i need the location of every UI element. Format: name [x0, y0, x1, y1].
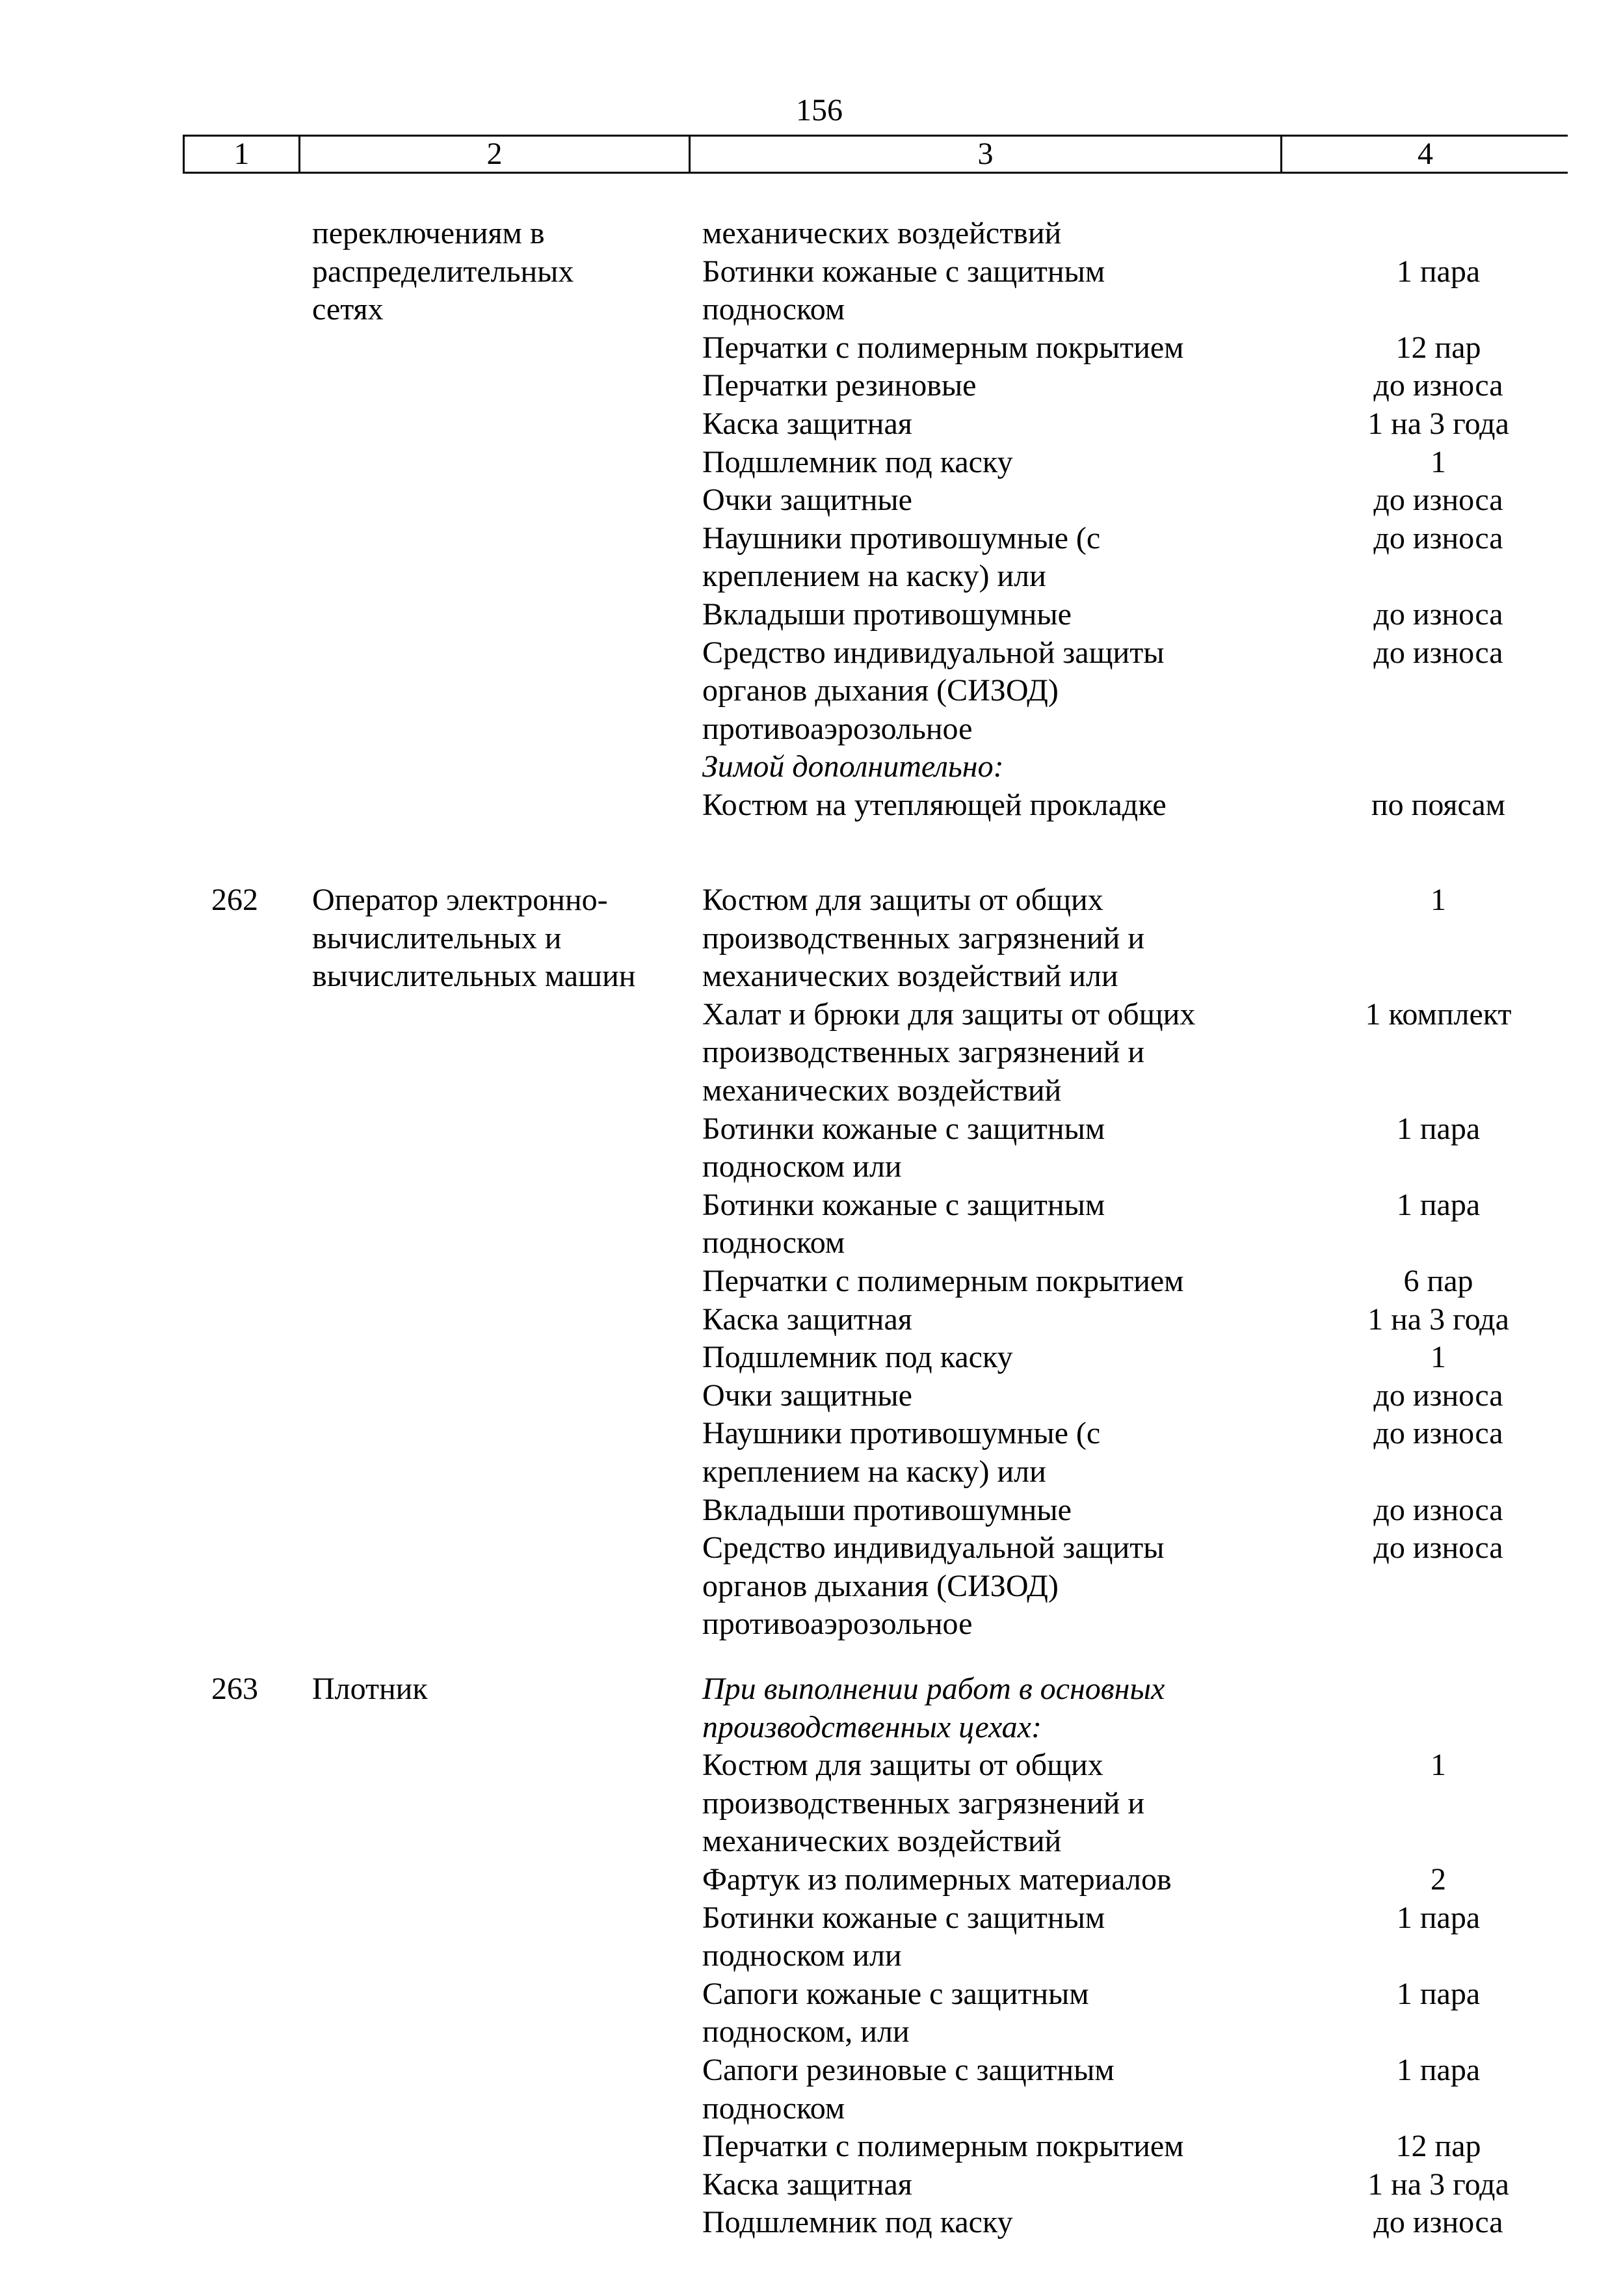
ppe-item-name: подноском: [702, 2090, 845, 2126]
ppe-issue-norm: до износа: [1373, 2205, 1503, 2240]
ppe-item-name: креплением на каску) или: [702, 559, 1046, 594]
ppe-item-name: Костюм для защиты от общих: [702, 883, 1103, 917]
ppe-issue-norm: 1 пара: [1396, 254, 1481, 289]
ppe-item-name: Средство индивидуальной защиты: [702, 1530, 1165, 1566]
item-number: 262: [211, 883, 258, 917]
ppe-item-name: подноском или: [702, 1938, 902, 1973]
ppe-item-name: Фартук из полимерных материалов: [702, 1862, 1172, 1897]
occupation-line: вычислительных машин: [312, 959, 636, 994]
ppe-item-name: Ботинки кожаные с защитным: [702, 1187, 1105, 1222]
column-header-3: 3: [691, 137, 1282, 172]
ppe-issue-norm: 1: [1431, 883, 1446, 917]
ppe-item-name: противоаэрозольное: [702, 1607, 973, 1642]
ppe-issue-norm: до износа: [1373, 1530, 1503, 1566]
ppe-issue-norm: до износа: [1373, 368, 1503, 403]
ppe-issue-norm: 1 пара: [1396, 1187, 1481, 1222]
ppe-item-name: механических воздействий: [702, 216, 1062, 250]
ppe-item-name: механических воздействий: [702, 1073, 1062, 1108]
ppe-item-name: Каска защитная: [702, 407, 912, 441]
column-header-4: 4: [1418, 137, 1433, 171]
column-header-row: [183, 135, 1568, 174]
ppe-item-name: подноском, или: [702, 2014, 910, 2049]
ppe-item-name: Вкладыши противошумные: [702, 597, 1072, 632]
ppe-item-name: Ботинки кожаные с защитным: [702, 254, 1105, 289]
ppe-item-name: органов дыхания (СИЗОД): [702, 1568, 1059, 1603]
ppe-item-name: креплением на каску) или: [702, 1454, 1046, 1489]
ppe-item-name: механических воздействий: [702, 1824, 1062, 1859]
ppe-item-name: органов дыхания (СИЗОД): [702, 673, 1059, 708]
ppe-item-name: производственных загрязнений и: [702, 1035, 1145, 1070]
occupation-line: переключениям в: [312, 216, 545, 250]
ppe-issue-norm: 1 комплект: [1365, 996, 1512, 1032]
ppe-item-name: Средство индивидуальной защиты: [702, 635, 1165, 670]
occupation-line: Плотник: [312, 1672, 428, 1706]
ppe-item-name: Очки защитные: [702, 483, 912, 518]
ppe-issue-norm: 12 пар: [1395, 330, 1481, 365]
page-number: 156: [796, 93, 843, 127]
ppe-item-name: Сапоги резиновые с защитным: [702, 2053, 1115, 2087]
section-note: производственных цехах:: [702, 1709, 1042, 1744]
ppe-item-name: Подшлемник под каску: [702, 444, 1013, 479]
column-header-2: 2: [300, 137, 691, 172]
ppe-item-name: Ботинки кожаные с защитным: [702, 1900, 1105, 1935]
ppe-item-name: Подшлемник под каску: [702, 2205, 1013, 2240]
ppe-item-name: механических воздействий или: [702, 959, 1118, 994]
ppe-issue-norm: 1: [1431, 444, 1446, 479]
ppe-issue-norm: 1: [1431, 1748, 1446, 1783]
ppe-issue-norm: 1 на 3 года: [1367, 1302, 1509, 1337]
column-header-1: 1: [185, 137, 300, 172]
ppe-item-name: Каска защитная: [702, 2167, 912, 2202]
ppe-item-name: Наушники противошумные (с: [702, 1416, 1101, 1451]
ppe-item-name: Костюм на утепляющей прокладке: [702, 788, 1167, 822]
ppe-issue-norm: 1 пара: [1396, 2053, 1481, 2087]
ppe-item-name: Перчатки резиновые: [702, 368, 977, 403]
ppe-issue-norm: 1: [1431, 1340, 1446, 1375]
ppe-issue-norm: 12 пар: [1395, 2129, 1481, 2164]
section-note: Зимой дополнительно:: [702, 749, 1004, 784]
occupation-line: вычислительных и: [312, 920, 562, 955]
ppe-item-name: Халат и брюки для защиты от общих: [702, 996, 1196, 1032]
occupation-line: Оператор электронно-: [312, 883, 608, 917]
occupation-line: распределительных: [312, 254, 574, 289]
ppe-issue-norm: 2: [1431, 1862, 1446, 1897]
ppe-issue-norm: 1 пара: [1396, 1900, 1481, 1935]
ppe-issue-norm: до износа: [1373, 1378, 1503, 1413]
ppe-item-name: Наушники противошумные (с: [702, 520, 1101, 555]
ppe-item-name: Перчатки с полимерным покрытием: [702, 330, 1184, 365]
ppe-item-name: Ботинки кожаные с защитным: [702, 1111, 1105, 1146]
ppe-issue-norm: до износа: [1373, 520, 1503, 555]
ppe-issue-norm: до износа: [1373, 483, 1503, 518]
ppe-item-name: Перчатки с полимерным покрытием: [702, 2129, 1184, 2164]
ppe-item-name: Очки защитные: [702, 1378, 912, 1413]
ppe-issue-norm: до износа: [1373, 635, 1503, 670]
ppe-issue-norm: до износа: [1373, 1492, 1503, 1527]
ppe-issue-norm: по поясам: [1371, 788, 1506, 822]
ppe-item-name: подноском или: [702, 1149, 902, 1184]
ppe-item-name: производственных загрязнений и: [702, 920, 1145, 955]
ppe-issue-norm: 1 пара: [1396, 1976, 1481, 2011]
ppe-item-name: Каска защитная: [702, 1302, 912, 1337]
ppe-item-name: Перчатки с полимерным покрытием: [702, 1264, 1184, 1298]
ppe-item-name: Костюм для защиты от общих: [702, 1748, 1103, 1783]
ppe-issue-norm: 1 на 3 года: [1367, 407, 1509, 441]
occupation-line: сетях: [312, 292, 384, 327]
ppe-item-name: подноском: [702, 292, 845, 327]
ppe-issue-norm: до износа: [1373, 1416, 1503, 1451]
section-note: При выполнении работ в основных: [702, 1672, 1165, 1706]
ppe-item-name: Сапоги кожаные с защитным: [702, 1976, 1089, 2011]
ppe-issue-norm: до износа: [1373, 597, 1503, 632]
ppe-item-name: подноском: [702, 1225, 845, 1261]
ppe-issue-norm: 1 на 3 года: [1367, 2167, 1509, 2202]
ppe-issue-norm: 6 пар: [1403, 1264, 1473, 1298]
ppe-item-name: Вкладыши противошумные: [702, 1492, 1072, 1527]
item-number: 263: [211, 1672, 258, 1706]
ppe-item-name: противоаэрозольное: [702, 711, 973, 746]
ppe-item-name: Подшлемник под каску: [702, 1340, 1013, 1375]
ppe-issue-norm: 1 пара: [1396, 1111, 1481, 1146]
ppe-item-name: производственных загрязнений и: [702, 1785, 1145, 1821]
